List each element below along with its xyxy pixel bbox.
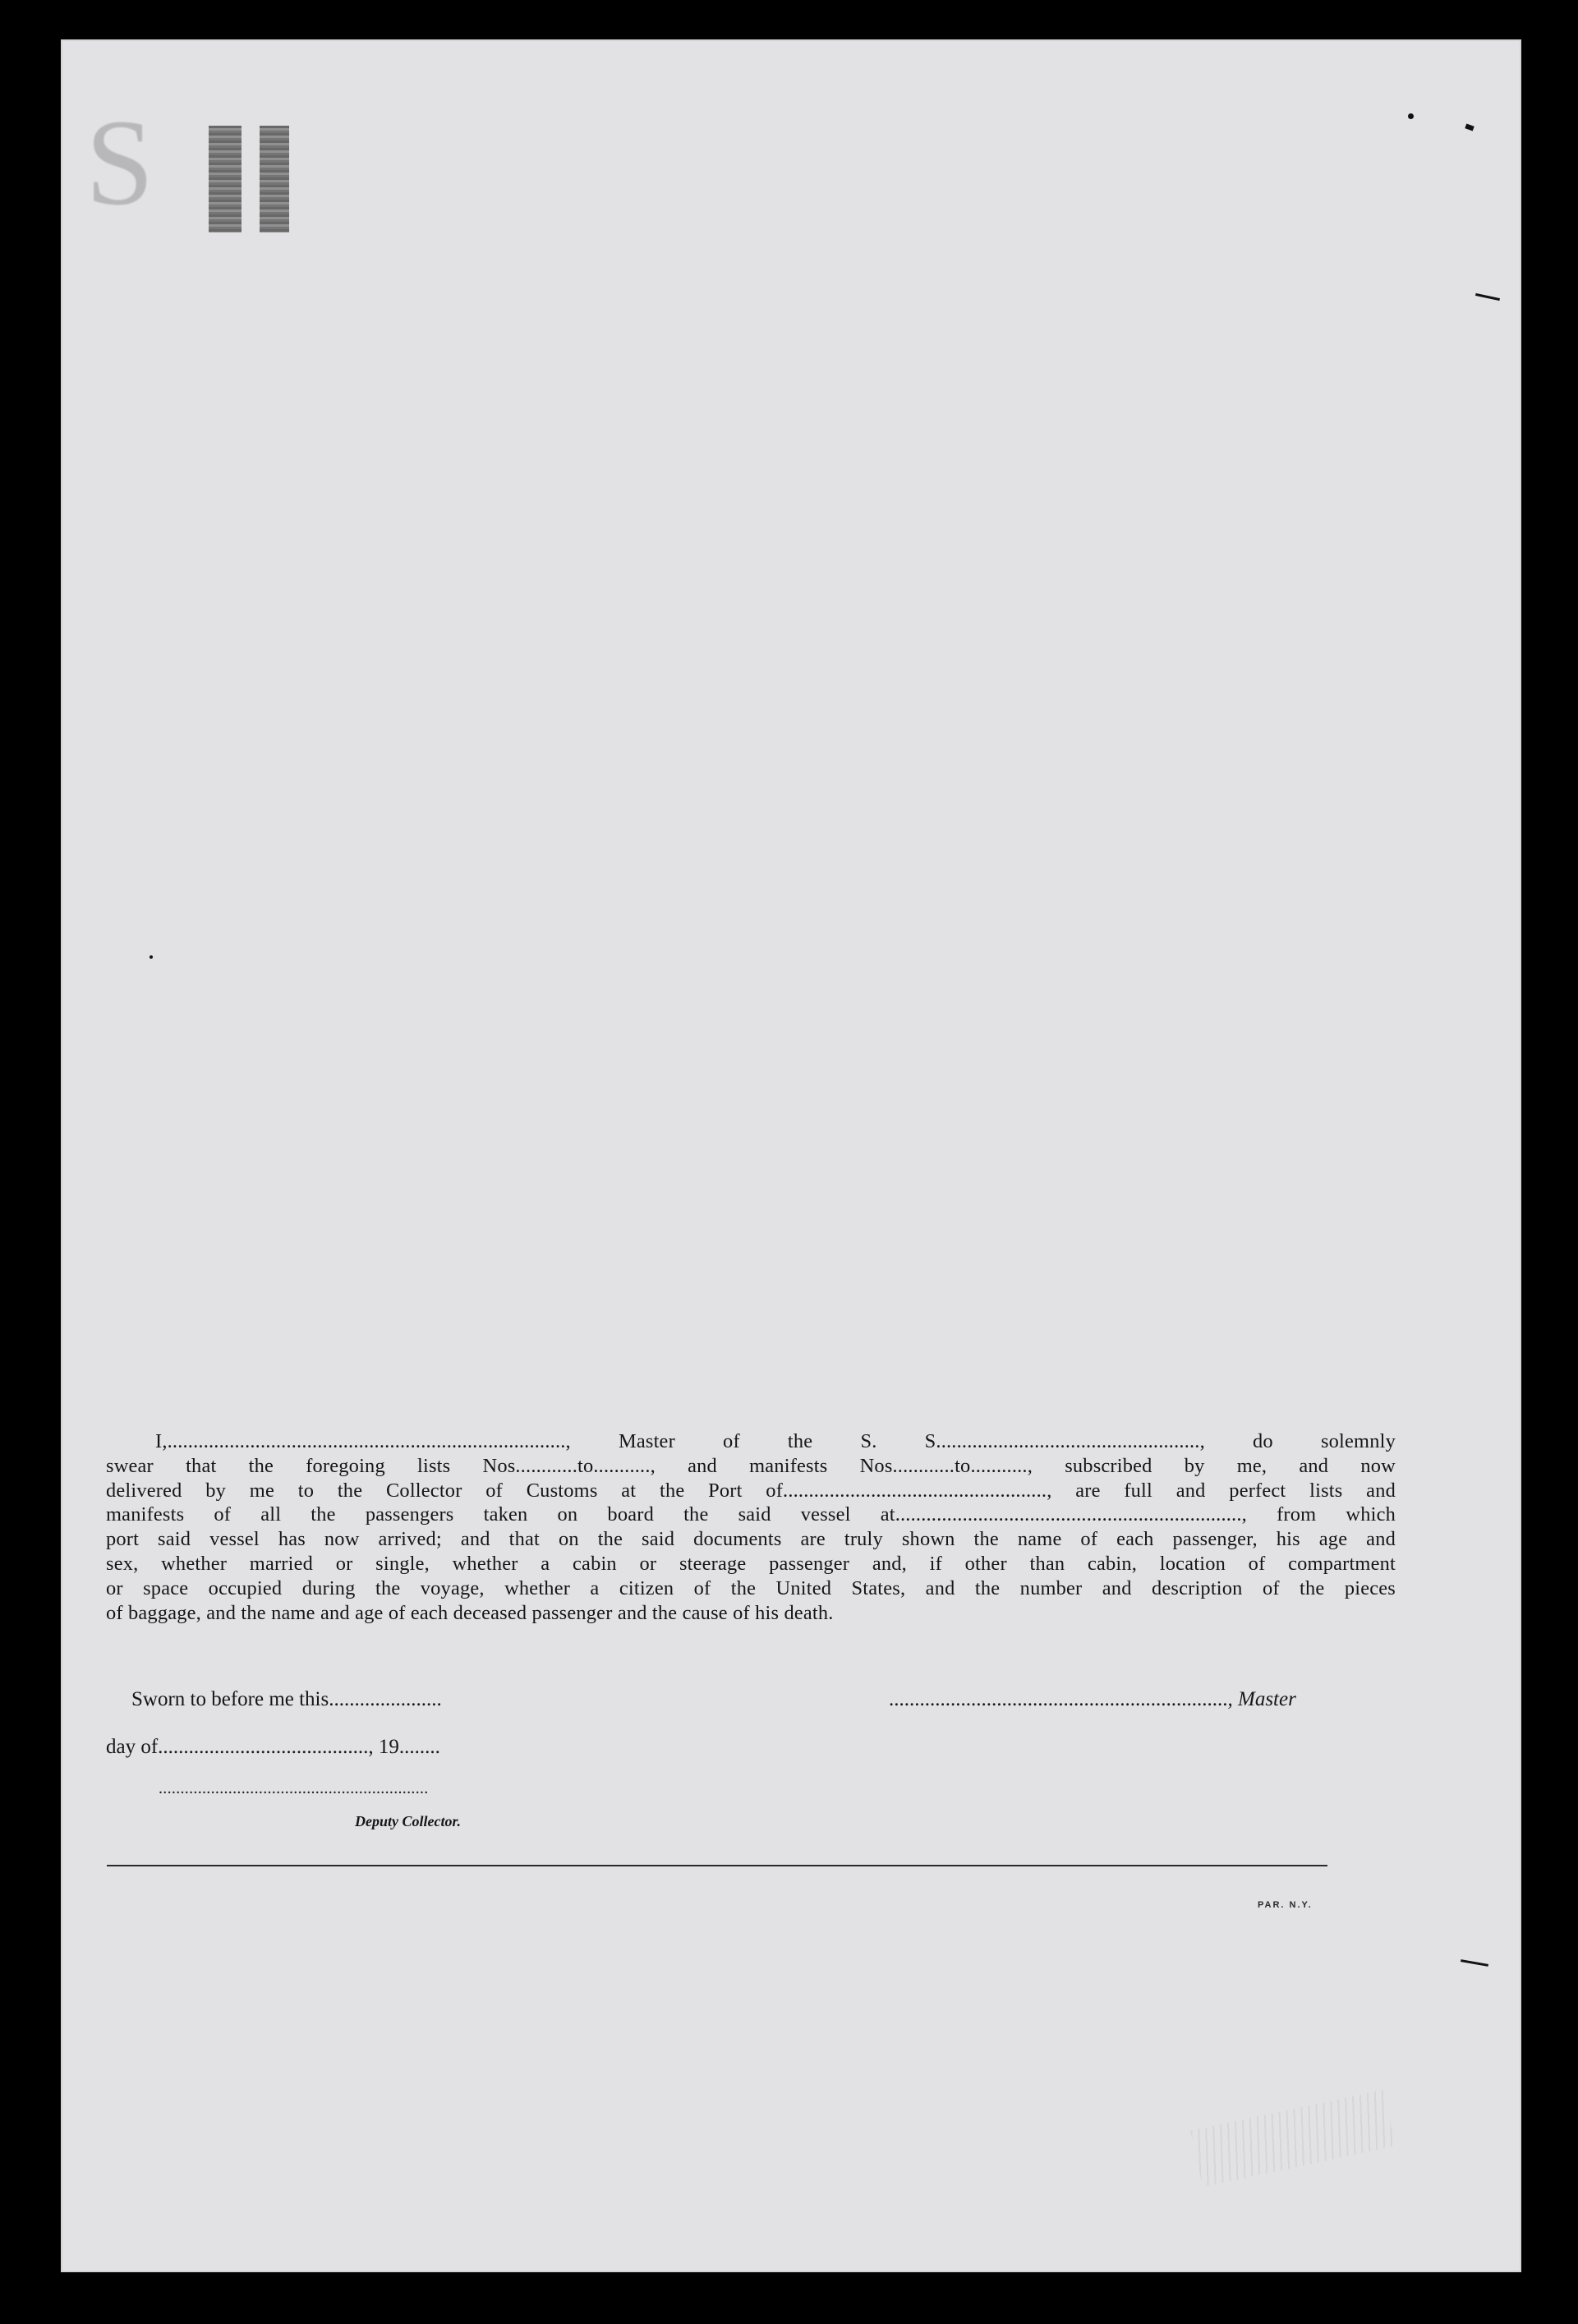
bottom-rule xyxy=(107,1865,1327,1866)
deputy-collector-label: Deputy Collector. xyxy=(355,1813,461,1829)
stamp-bar-left xyxy=(209,126,242,232)
oath-line: or space occupied during the voyage, whether a citizen of the United States, and the number and description of the pieces xyxy=(106,1576,1396,1599)
oath-line: swear that the foregoing lists Nos............to..........., and manifests Nos............to..........., subscribed by me, and now xyxy=(106,1454,1396,1477)
oath-line: I,............................................................................., Master of the S. S..................................................., do solemnly xyxy=(155,1430,1396,1452)
oath-line: delivered by me to the Collector of Customs at the Port of..................................................., are full and perfect lists and xyxy=(106,1479,1396,1502)
registration-stamp xyxy=(85,85,299,241)
scan-speck xyxy=(150,955,153,959)
scan-smudge xyxy=(1190,2090,1395,2187)
oath-line: of baggage, and the name and age of each deceased passenger and the cause of his death. xyxy=(106,1601,834,1624)
master-label: , Master xyxy=(1227,1688,1296,1710)
deputy-signature-dots: .............................................................. xyxy=(159,1779,429,1797)
oath-line: manifests of all the passengers taken on board the said vessel at..................................................................., from which xyxy=(106,1503,1396,1526)
printer-mark: PAR. N.Y. xyxy=(1258,1900,1313,1910)
sworn-before-line: Sworn to before me this...................... xyxy=(131,1688,442,1710)
oath-line: sex, whether married or single, whether a cabin or steerage passenger and, if other than cabin, location of compartment xyxy=(106,1552,1396,1575)
scan-speck xyxy=(1408,113,1414,119)
day-of-line: day of........................................., 19........ xyxy=(106,1736,440,1758)
master-signature-dots: .................................................................. xyxy=(889,1688,1228,1710)
stamp-digit-faded: S xyxy=(85,94,154,231)
oath-line: port said vessel has now arrived; and that on the said documents are truly shown the name of each passenger, his age and xyxy=(106,1528,1396,1551)
manifest-page xyxy=(61,39,1521,2272)
scan-tick-mark xyxy=(1461,1959,1488,1967)
scan-speck xyxy=(1465,123,1474,131)
scan-tick-mark xyxy=(1475,293,1500,301)
oath-paragraph xyxy=(106,1429,1396,1625)
master-signature-line xyxy=(889,1688,1296,1711)
stamp-bar-right xyxy=(260,126,289,232)
